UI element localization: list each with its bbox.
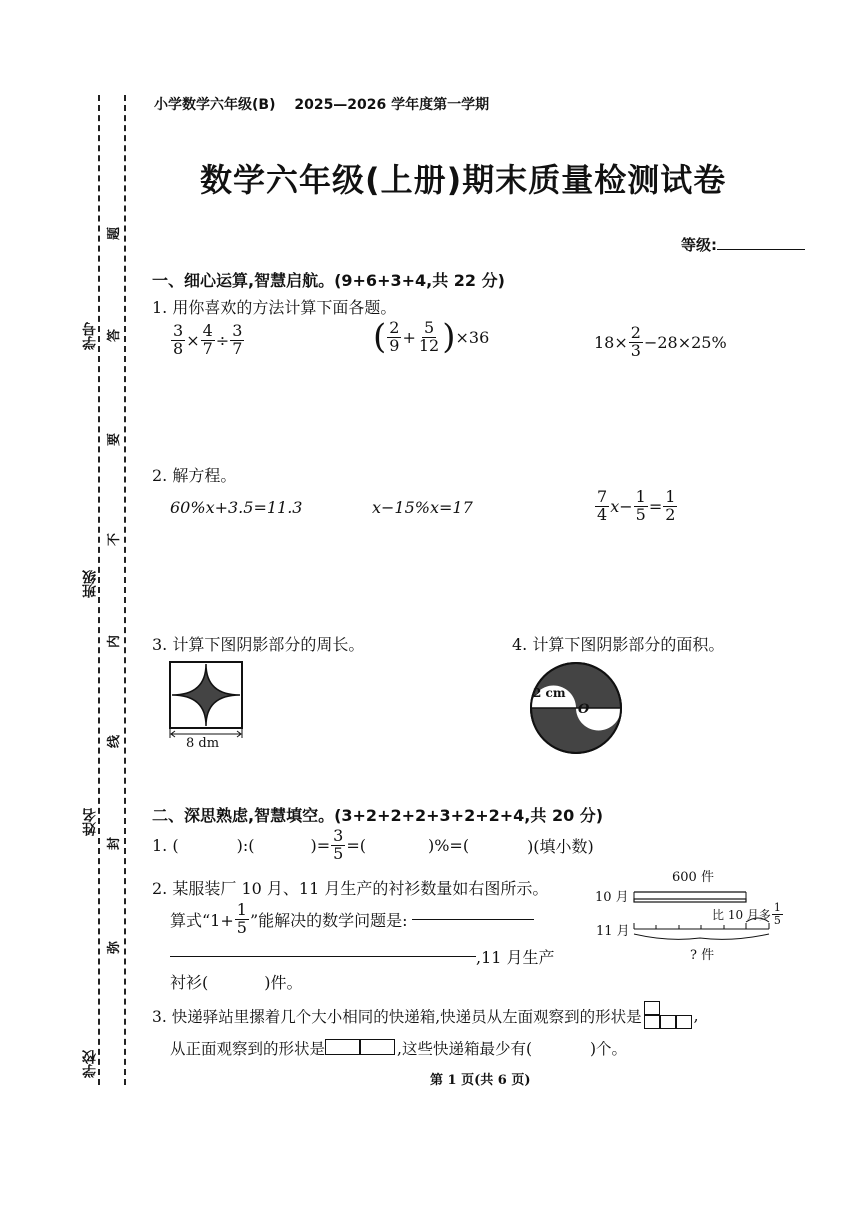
page-title: 数学六年级(上册)期末质量检测试卷	[200, 161, 727, 199]
front-view-shape	[325, 1039, 397, 1057]
q1-expression-1: $\frac{3}{8}$ × $\frac{4}{7}$ ÷ $\frac{3}{7}$	[173, 321, 243, 358]
s2-q3-line2: 从正面观察到的形状是 ,这些快递箱最少有( )个。	[170, 1040, 628, 1058]
seal-char: 题	[107, 226, 123, 241]
equation-1: 60%x+3.5=11.3	[170, 498, 303, 517]
section1-heading: 一、细心运算,智慧启航。(9+6+3+4,共 22 分)	[152, 271, 505, 290]
equation-3: $\frac{7}{4}$ x− $\frac{1}{5}$ = $\frac{1}{2}$	[597, 487, 676, 524]
grade-field	[681, 234, 805, 255]
series-label: 小学数学六年级(B)	[154, 97, 276, 113]
class-label: 班级	[82, 570, 98, 598]
s2-q1: 1. ( ):( )= $\frac{3}{5}$ =( )%=( )(填小数)	[152, 826, 594, 863]
nov-unknown-label: ? 件	[690, 948, 715, 963]
page-number: 第 1 页(共 6 页)	[430, 1073, 531, 1088]
seal-char: 要	[107, 432, 123, 447]
section2-heading: 二、深思熟虑,智慧填空。(3+2+2+2+3+2+2+4,共 20 分)	[152, 806, 604, 825]
q1-expression-2: ( $\frac{2}{9}$ + $\frac{5}{12}$ ) ×36	[373, 317, 490, 358]
student-no-label: 学号	[82, 322, 98, 350]
name-label: 姓名	[82, 808, 98, 836]
exam-header	[154, 94, 489, 114]
seal-char: 答	[107, 328, 123, 343]
s2-q2-line2b: ,11 月生产	[170, 945, 555, 968]
s2-q3-line1: 3. 快递驿站里摞着几个大小相同的快递箱,快递员从左面观察到的形状是 ,	[152, 1001, 699, 1031]
nov-label: 11 月	[596, 924, 630, 939]
seal-char: 弥	[107, 940, 123, 955]
seal-char: 内	[107, 634, 123, 649]
q4-text: 4. 计算下图阴影部分的面积。	[512, 635, 725, 654]
circle-center-label: O	[578, 702, 590, 717]
oct-label: 10 月	[595, 890, 629, 905]
circle-figure	[528, 660, 624, 756]
seal-char: 不	[107, 532, 123, 547]
q3-text: 3. 计算下图阴影部分的周长。	[152, 635, 365, 654]
q1-expression-3: 18× $\frac{2}{3}$ −28×25%	[594, 323, 727, 360]
seal-char: 封	[107, 836, 123, 851]
s2-q2-line1: 2. 某服装厂 10 月、11 月生产的衬衫数量如右图所示。	[152, 879, 549, 898]
circle-radius-label: 2 cm	[533, 686, 566, 700]
seal-char: 线	[107, 734, 123, 749]
answer-blank[interactable]	[170, 956, 476, 957]
answer-blank[interactable]	[412, 919, 534, 920]
oct-amount-label: 600 件	[672, 870, 714, 885]
q2-text: 2. 解方程。	[152, 466, 237, 485]
q1-text: 1. 用你喜欢的方法计算下面各题。	[152, 298, 397, 317]
year-label: 2025—2026 学年度第一学期	[294, 97, 490, 113]
equation-2: x−15%x=17	[372, 498, 473, 517]
s2-q2-line3: 衬衫( )件。	[170, 973, 303, 992]
compare-label: 比 10 月多 $\frac{1}{5}$	[712, 901, 781, 927]
square-dim-label: 8 dm	[186, 736, 220, 751]
binding-line-inner	[124, 95, 126, 1085]
school-label: 学校	[82, 1050, 98, 1078]
left-view-shape	[644, 1001, 694, 1031]
s2-q2-line2: 算式“1+ $\frac{1}{5}$ ”能解决的数学问题是:	[170, 902, 534, 937]
grade-label: 等级:	[681, 236, 717, 254]
grade-blank[interactable]	[717, 249, 805, 250]
